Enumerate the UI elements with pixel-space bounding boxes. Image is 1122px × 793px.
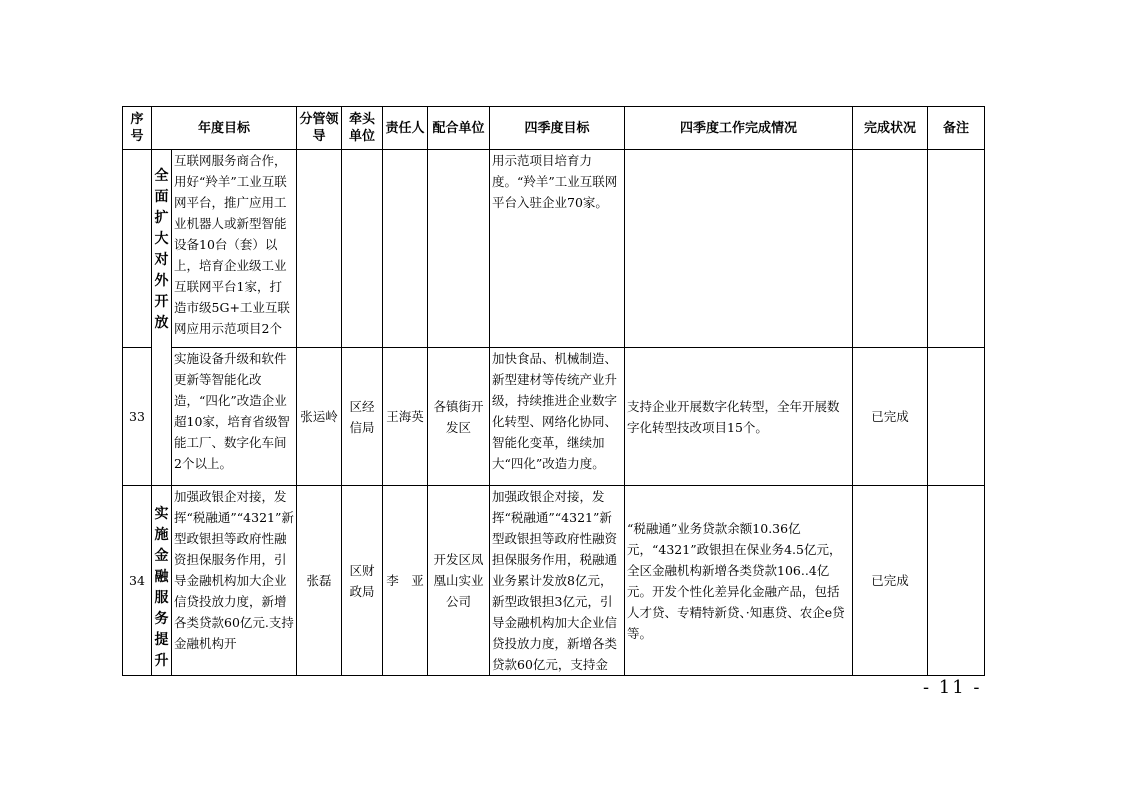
header-q4-target: 四季度目标	[490, 107, 625, 150]
cell-coop-unit: 各镇街开发区	[428, 348, 490, 486]
cell-coop-unit: 开发区凤凰山实业公司	[428, 486, 490, 676]
cell-lead-unit	[342, 150, 383, 348]
cell-leader	[297, 150, 342, 348]
header-person: 责任人	[383, 107, 428, 150]
category-text: 全面扩大对外开放	[154, 168, 169, 331]
cell-remarks	[928, 486, 985, 676]
cell-annual-target: 加强政银企对接，发挥“税融通”“4321”新型政银担等政府性融资担保服务作用，引导金融机构加大企业信贷投放力度，新增各类贷款60亿元.支持金融机构开	[172, 486, 297, 676]
cell-person: 王海英	[383, 348, 428, 486]
cell-q4-status: “税融通”业务贷款余额10.36亿元，“4321”政银担在保业务4.5亿元，全区金融机构新增各类贷款106..4亿元。开发个性化差异化金融产品，包括人才贷、专精特新贷、·知惠贷、农企e贷等。	[625, 486, 853, 676]
cell-seq	[123, 150, 152, 348]
page-number: - 11 -	[923, 677, 982, 698]
cell-person: 李 亚	[383, 486, 428, 676]
header-lead-unit: 牵头单位	[342, 107, 383, 150]
cell-annual-target: 实施设备升级和软件更新等智能化改造，“四化”改造企业超10家，培育省级智能工厂、数字化车间2个以上。	[172, 348, 297, 486]
cell-q4-status: 支持企业开展数字化转型，全年开展数字化转型技改项目15个。	[625, 348, 853, 486]
table-header-row	[123, 107, 985, 150]
cell-lead-unit: 区财政局	[342, 486, 383, 676]
work-target-table	[122, 106, 985, 676]
table-row	[123, 348, 985, 486]
cell-q4-target: 用示范项目培育力度。“羚羊”工业互联网平台入驻企业70家。	[490, 150, 625, 348]
header-seq: 序号	[123, 107, 152, 150]
cell-leader: 张磊	[297, 486, 342, 676]
header-q4-status: 四季度工作完成情况	[625, 107, 853, 150]
header-completion: 完成状况	[853, 107, 928, 150]
cell-leader: 张运岭	[297, 348, 342, 486]
cell-seq: 34	[123, 486, 152, 676]
header-remarks: 备注	[928, 107, 985, 150]
cell-completion: 已完成	[853, 348, 928, 486]
cell-remarks	[928, 150, 985, 348]
category-label	[152, 150, 172, 486]
category-label	[152, 486, 172, 676]
cell-q4-target: 加强政银企对接，发挥“税融通”“4321”新型政银担等政府性融资担保服务作用，税融通业务累计发放8亿元，新型政银担3亿元，引导金融机构加大企业信贷投放力度，新增各类贷款60亿元，支持金	[490, 486, 625, 676]
cell-coop-unit	[428, 150, 490, 348]
cell-person	[383, 150, 428, 348]
table-row	[123, 150, 985, 348]
cell-lead-unit: 区经信局	[342, 348, 383, 486]
cell-q4-target: 加快食品、机械制造、新型建材等传统产业升级，持续推进企业数字化转型、网络化协同、智能化变革，继续加大“四化”改造力度。	[490, 348, 625, 486]
cell-seq: 33	[123, 348, 152, 486]
cell-completion	[853, 150, 928, 348]
cell-completion: 已完成	[853, 486, 928, 676]
table-row	[123, 486, 985, 676]
cell-annual-target: 互联网服务商合作，用好“羚羊”工业互联网平台，推广应用工业机器人或新型智能设备10台（套）以上，培育企业级工业互联网平台1家，打造市级5G+工业互联网应用示范项目2个	[172, 150, 297, 348]
cell-remarks	[928, 348, 985, 486]
header-coop-unit: 配合单位	[428, 107, 490, 150]
category-text: 实施金融服务提升	[154, 506, 169, 669]
cell-q4-status	[625, 150, 853, 348]
header-annual-target: 年度目标	[152, 107, 297, 150]
header-leader: 分管领导	[297, 107, 342, 150]
